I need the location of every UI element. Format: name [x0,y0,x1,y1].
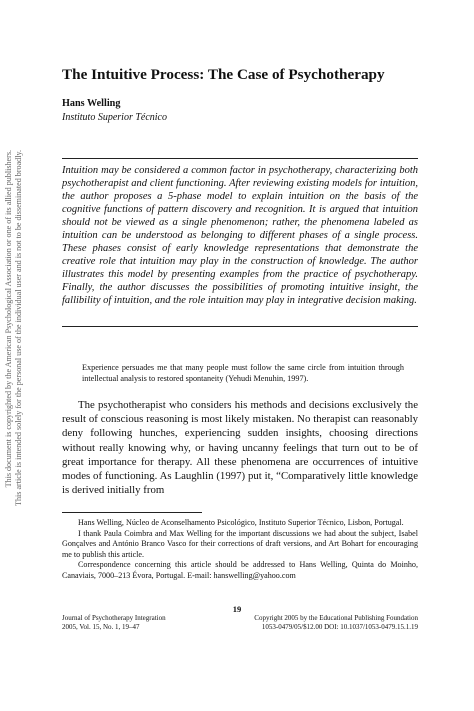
footnote-affiliation: Hans Welling, Núcleo de Aconselhamento Psicológico, Instituto Superior Técnico, Lisbon, Portugal. [78,518,404,527]
article-title: The Intuitive Process: The Case of Psychotherapy [62,66,385,83]
page-number: 19 [232,604,242,614]
journal-volume: 2005, Vol. 15, No. 1, 19–47 [62,623,140,631]
side-note-line-1: This document is copyrighted by the American Psychological Association or one of its allied publishers. [4,150,13,488]
side-note-line-2: This article is intended solely for the personal use of the individual user and is not to be disseminated broadly. [14,150,23,506]
doi-line: 1053-0479/05/$12.00 DOI: 10.1037/1053-0479.15.1.19 [261,623,418,631]
footnotes [62,518,418,582]
copyright-side-note [4,150,28,600]
body-paragraph-text: The psychotherapist who considers his methods and decisions exclusively the result of conscious reasoning is most likely mistaken. No therapist can reasonably deny following hunches, experiencing sudden insights, choosing directions without really knowing why, or having uncanny feelings that turn out to be of great importance for therapy. All these phenomena are occurrences of intuitive modes of functioning. As Laughlin (1997) put it, “Comparatively little knowledge is derived initially from [62,399,418,497]
footnote-rule [62,512,202,513]
author-name: Hans Welling [62,98,121,109]
abstract-bottom-rule [62,326,418,327]
abstract: Intuition may be considered a common factor in psychotherapy, characterizing both psychotherapist and client functioning. After reviewing existing models for intuition, the author proposes a 5-phase model to explain intuition on the basis of the cognitive functions of pattern discovery and recognition. It is argued that intuition should not be viewed as a single phenomenon; rather, the phenomena labeled as intuition can be understood as belonging to different phases of a single process. These phases consist of early knowledge representations that demonstrate the creative role that intuition may play in the construction of knowledge. The author illustrates this model by presenting examples from the practice of psychotherapy. Finally, the author discusses the possibilities of promoting intuitive insight, the fallibility of intuition, and the role intuition may play in integrative decision making. [62,165,418,307]
author-affiliation: Instituto Superior Técnico [62,112,167,123]
body-paragraph [62,398,418,497]
copyright-info [254,614,418,632]
journal-name: Journal of Psychotherapy Integration [62,614,166,622]
footnote-acknowledgment: I thank Paula Coimbra and Max Welling for the important discussions we had about the subject, Isabel Gonçalves and António Branco Vasco for their corrections of draft versions, and Art Bohart for encouraging me to publish this article. [62,528,418,559]
journal-info [62,614,166,632]
epigraph: Experience persuades me that many people must follow the same circle from intuition through intellectual analysis to restored spontaneity (Yehudi Menuhin, 1997). [82,363,404,383]
footnote-correspondence: Correspondence concerning this article should be addressed to Hans Welling, Quinta do Moinho, Canaviais, 7000–213 Évora, Portugal. E-mail: hanswelling@yahoo.com [62,560,418,580]
copyright-line: Copyright 2005 by the Educational Publishing Foundation [254,614,418,622]
abstract-top-rule [62,158,418,159]
